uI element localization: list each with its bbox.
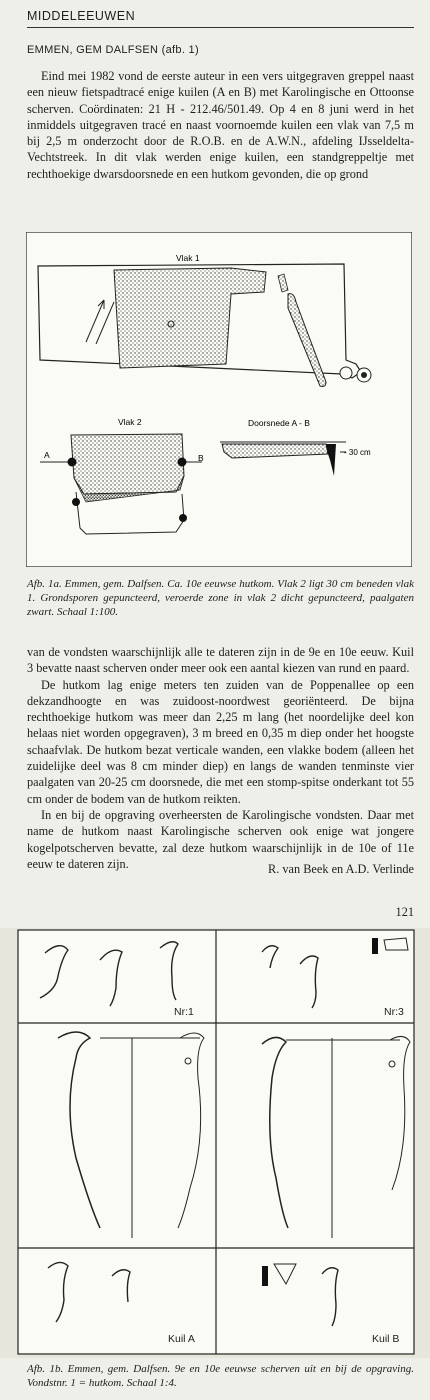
- header-rule: [27, 27, 414, 28]
- page-number: 121: [395, 905, 414, 919]
- figure-1b-caption: Afb. 1b. Emmen, gem. Dalfsen. 9e en 10e eeuwse scherven uit en bij de opgraving. Vondstnr. 1 = hutkom. Schaal 1:4.: [27, 1363, 414, 1389]
- hutkom-vlak2: [71, 434, 184, 494]
- label-nr-1: Nr:1: [174, 1006, 194, 1018]
- author-signature: R. van Beek en A.D. Verlinde: [268, 862, 414, 876]
- figure-1a-caption: Afb. 1a. Emmen, gem. Dalfsen. Ca. 10e eeuwse hutkom. Vlak 2 ligt 30 cm beneden vlak 1. Grondsporen gepuncteerd, veroerde zone in vlak 2 dicht gepuncteerd, paalgaten zwart. Schaal 1:100.: [27, 578, 414, 618]
- paalgat: [68, 458, 77, 467]
- point-b-label: B: [198, 453, 204, 463]
- paalgat: [72, 498, 80, 506]
- intro-paragraph: Eind mei 1982 vond de eerste auteur in een vers uitgegraven greppel naast een nieuw fietspadtracé enige kuilen (A en B) met Karolingische en Ottoonse scherven. Coördinaten: 21 H - 212.46/501.49. Op 4 en 8 juni werd in het inmiddels uitgegraven tracé en naast voornoemde kuilen een vlak van 7,5 m bij 2,5 m onderzocht door de R.O.B. en de A.W.N., afdeling IJsseldelta-Vechtstreek. In dit vlak werden enige kuilen, een standgreppeltje met rechthoekige dwarsdoorsnede en een hutkom gevonden, die op grond: [27, 69, 414, 181]
- label-nr-3: Nr:3: [384, 1006, 404, 1018]
- label-kuil-b: Kuil B: [372, 1333, 400, 1345]
- pit-circle-1: [340, 367, 352, 379]
- running-head: MIDDELEEUWEN: [27, 9, 136, 23]
- label-kuil-a: Kuil A: [168, 1333, 195, 1345]
- paalgat: [179, 514, 187, 522]
- figure-1b-plate: [0, 928, 430, 1358]
- figure-1a: [26, 232, 412, 567]
- paragraph-2: De hutkom lag enige meters ten zuiden van de Poppenallee op een dekzandhoogte en was zuidoost-noordwest georiënteerd. De bijna rechthoekige hutkom was meer dan 2,25 m lang (het noordelijke deel kon helaas niet worden opgegraven), 3 m breed en 0,35 m diep onder het hoogste schaafvlak. De hutkom bezat verticale wanden, een vlakke bodem (alleen het zuidelijke deel was 8 cm minder diep) en langs de wanden tenminste vier paalgaten van 20-25 cm doorsnede, die met een stomp-spitse onderkant tot 55 cm onder de bodem van de hutkom reikten.: [27, 677, 414, 806]
- section-label: Doorsnede A - B: [248, 418, 310, 428]
- intro-text: [27, 68, 414, 182]
- pottery-drawings: [0, 928, 430, 1358]
- point-a-label: A: [44, 450, 50, 460]
- excavation-plan: [26, 232, 412, 567]
- sherd-section: [262, 1266, 268, 1286]
- section-title: EMMEN, GEM DALFSEN (afb. 1): [27, 44, 199, 56]
- paalgat: [178, 458, 187, 467]
- body-text: [27, 644, 414, 872]
- paragraph-3: In en bij de opgraving overheersten de Karolingische vondsten. Daar met name de hutkom naast Karolingische scherven ook enige wat jongere kogelpotscherven bevatte, zal deze hutkom waarschijnlijk in de 10e of 11e eeuw te dateren zijn.: [27, 807, 414, 871]
- paragraph-1: van de vondsten waarschijnlijk alle te dateren zijn in de 9e en 10e eeuw. Kuil 3 bevatte naast scherven onder meer ook een aantal kiezen van rund en paard.: [27, 645, 414, 676]
- depth-label: - 30 cm: [344, 448, 371, 457]
- vlak1-label: Vlak 1: [176, 253, 200, 263]
- vlak2-label: Vlak 2: [118, 417, 142, 427]
- sherd-section: [372, 938, 378, 954]
